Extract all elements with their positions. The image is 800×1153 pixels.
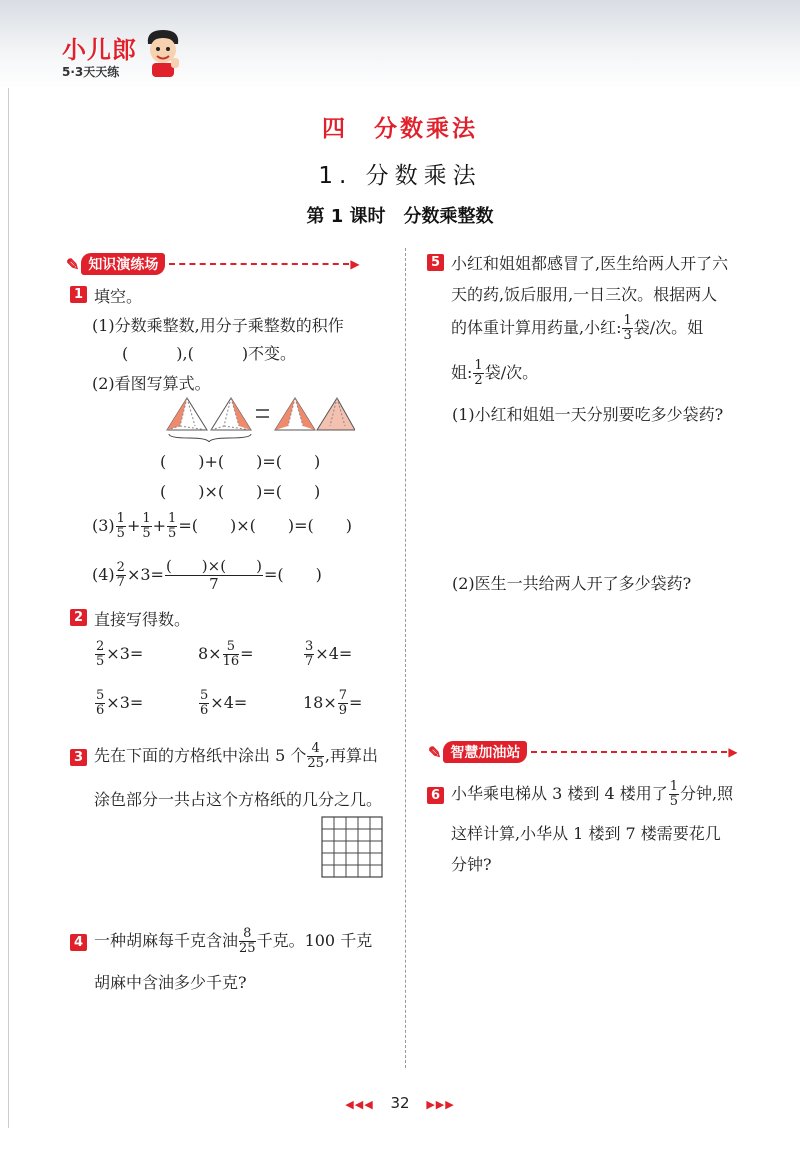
brand-logo — [62, 30, 137, 80]
fraction — [223, 640, 240, 669]
arrow-right-icon: ▶ — [728, 745, 738, 759]
q1-part4 — [92, 558, 322, 593]
q3-line2: 涂色部分一共占这个方格纸的几分之几。 — [94, 790, 383, 809]
denominator: 5 — [96, 654, 105, 669]
q2-item-3 — [303, 640, 352, 669]
q4-line1-post: 千克。100 千克 — [256, 931, 373, 950]
fraction — [95, 689, 105, 718]
item-tail: ×4= — [210, 693, 248, 712]
q1-part1-line1: (1)分数乘整数,用分子乘整数的积作 — [92, 316, 344, 335]
denominator: 6 — [96, 703, 105, 718]
fraction — [116, 512, 126, 541]
numerator: 1 — [116, 511, 125, 526]
q2-item-4 — [94, 689, 143, 718]
mascot-icon — [140, 26, 186, 78]
q2-item-2 — [198, 640, 254, 669]
pencil-icon: ✎ — [66, 254, 80, 274]
numerator: 4 — [307, 742, 324, 757]
equals-sign — [256, 410, 269, 417]
numerator: 1 — [168, 511, 177, 526]
denominator: 16 — [222, 654, 240, 669]
denominator: 25 — [239, 941, 256, 956]
triangle-two-fifths — [275, 398, 315, 430]
section-label-challenge: 智慧加油站 — [443, 741, 527, 763]
denominator: 5 — [669, 794, 678, 809]
q2-item-5 — [198, 689, 247, 718]
page-number-text: 32 — [390, 1094, 410, 1112]
fraction — [199, 689, 209, 718]
section-label-practice: 知识演练场 — [81, 253, 165, 275]
q4-line1-pre: 一种胡麻每千克含油 — [94, 931, 239, 950]
fraction — [307, 742, 324, 771]
denominator: 5 — [142, 526, 151, 541]
numerator: 2 — [96, 639, 105, 654]
q1-part4-label: (4) — [92, 565, 115, 584]
fraction — [669, 780, 679, 809]
item-tail: = — [240, 644, 254, 663]
numerator: ( )×( ) — [165, 557, 262, 575]
q6-line3: 分钟? — [451, 855, 492, 874]
q1-part1-line2: ( ),( )不变。 — [122, 344, 297, 363]
q5-sub2: (2)医生一共给两人开了多少袋药? — [452, 574, 692, 593]
fraction — [338, 689, 348, 718]
left-arrows-icon: ◀◀◀ — [345, 1098, 374, 1111]
question-number-3: 3 — [70, 749, 87, 766]
q4-line2: 胡麻中含油多少千克? — [94, 973, 247, 992]
item-tail: ×4= — [315, 644, 353, 663]
q5-line3-post: 袋/次。姐 — [633, 318, 704, 337]
q1-part3-label: (3) — [92, 516, 115, 535]
q2-item-1 — [94, 640, 143, 669]
q1-part3: (3) $\frac{1}{5}$ + $\frac{1}{5}$ + $\frac{1}{5}$ =( )×( )=( ) — [92, 511, 353, 541]
q1-part4-mid: ×3= — [126, 565, 164, 584]
logo-sub-text: 5·3天天练 — [62, 65, 120, 79]
denominator: 7 — [305, 654, 314, 669]
triangle-whole — [317, 398, 355, 430]
numerator: 5 — [200, 688, 209, 703]
denominator: 7 — [116, 575, 125, 590]
fraction — [239, 927, 256, 956]
denominator: 2 — [474, 373, 483, 388]
q5-sub1: (1)小红和姐姐一天分别要吃多少袋药? — [452, 405, 724, 424]
unit-title: 四 分数乘法 — [322, 116, 478, 142]
triangle-one-fifth-a — [167, 398, 207, 430]
q5-line4 — [451, 359, 538, 388]
fraction-blank — [165, 558, 263, 593]
item-tail: ×3= — [106, 644, 144, 663]
arrow-right-icon: ▶ — [350, 257, 360, 271]
numerator: 1 — [142, 511, 151, 526]
question-number-6: 6 — [427, 787, 444, 804]
brace — [169, 434, 251, 442]
dashed-line — [531, 751, 727, 753]
q6-line1-post: 分钟,照 — [680, 784, 734, 803]
question-number-4: 4 — [70, 934, 87, 951]
section-header-challenge — [428, 741, 738, 763]
item-tail: = — [349, 693, 363, 712]
dashed-line — [169, 263, 349, 265]
page-number — [0, 1094, 800, 1112]
numerator: 1 — [623, 313, 632, 328]
denominator: 25 — [307, 756, 324, 771]
q1-part4-tail: =( ) — [263, 565, 322, 584]
numerator: 1 — [669, 779, 678, 794]
question-number-1: 1 — [70, 286, 87, 303]
fraction — [473, 359, 483, 388]
right-arrows-icon: ▶▶▶ — [426, 1098, 455, 1111]
question-number-2: 2 — [70, 609, 87, 626]
numerator: 5 — [96, 688, 105, 703]
fraction — [622, 314, 632, 343]
grid-paper — [321, 816, 383, 878]
pencil-icon: ✎ — [428, 742, 442, 762]
fraction — [167, 512, 177, 541]
fraction — [116, 561, 126, 590]
triangle-figure — [165, 396, 355, 442]
item-pre: 8× — [198, 644, 222, 663]
denominator: 5 — [116, 526, 125, 541]
numerator: 5 — [223, 640, 240, 655]
section-title: 1. 分数乘法 — [318, 163, 482, 189]
lesson-title: 第 1 课时 分数乘整数 — [306, 206, 494, 227]
triangle-one-fifth-b — [211, 398, 251, 430]
denominator: 3 — [623, 328, 632, 343]
q5-line3 — [451, 314, 703, 343]
q4-line1 — [94, 927, 372, 956]
fraction — [141, 512, 151, 541]
q2-title: 直接写得数。 — [94, 610, 191, 629]
numerator: 2 — [116, 560, 125, 575]
question-number-5: 5 — [427, 254, 444, 271]
q6-line1-pre: 小华乘电梯从 3 楼到 4 楼用了 — [451, 784, 668, 803]
fraction — [304, 640, 314, 669]
fraction — [95, 640, 105, 669]
denominator: 7 — [209, 575, 219, 593]
q1-part3-tail: =( )×( )=( ) — [178, 516, 353, 535]
item-tail: ×3= — [106, 693, 144, 712]
q1-part2-row2: ( )×( )=( ) — [160, 482, 321, 501]
numerator: 8 — [239, 927, 256, 942]
q5-line4-post: 袋/次。 — [484, 363, 539, 382]
item-pre: 18× — [303, 693, 337, 712]
q6-line2: 这样计算,小华从 1 楼到 7 楼需要花几 — [451, 824, 721, 843]
column-divider — [405, 248, 406, 1068]
denominator: 9 — [338, 703, 348, 718]
q5-line4-pre: 姐: — [451, 363, 473, 382]
q1-title: 填空。 — [94, 287, 143, 306]
q5-line2: 天的药,饭后服用,一日三次。根据两人 — [451, 285, 718, 304]
numerator: 1 — [474, 358, 483, 373]
q3-line1-post: ,再算出 — [324, 746, 378, 765]
q5-line3-pre: 的体重计算用药量,小红: — [451, 318, 622, 337]
numerator: 3 — [305, 639, 314, 654]
denominator: 5 — [168, 526, 177, 541]
page-edge-line — [8, 88, 9, 1128]
q1-part2-title: (2)看图写算式。 — [92, 374, 211, 393]
q3-line1-pre: 先在下面的方格纸中涂出 5 个 — [94, 746, 307, 765]
denominator: 6 — [200, 703, 209, 718]
q1-part2-row1: ( )+( )=( ) — [160, 452, 321, 471]
logo-main-text: 小儿郎 — [62, 36, 137, 64]
q5-line1: 小红和姐姐都感冒了,医生给两人开了六 — [451, 254, 729, 273]
q3-line1 — [94, 742, 378, 771]
q2-item-6 — [303, 689, 362, 718]
numerator: 7 — [338, 688, 348, 703]
q6-line1 — [451, 780, 733, 809]
section-header-practice — [66, 253, 360, 275]
